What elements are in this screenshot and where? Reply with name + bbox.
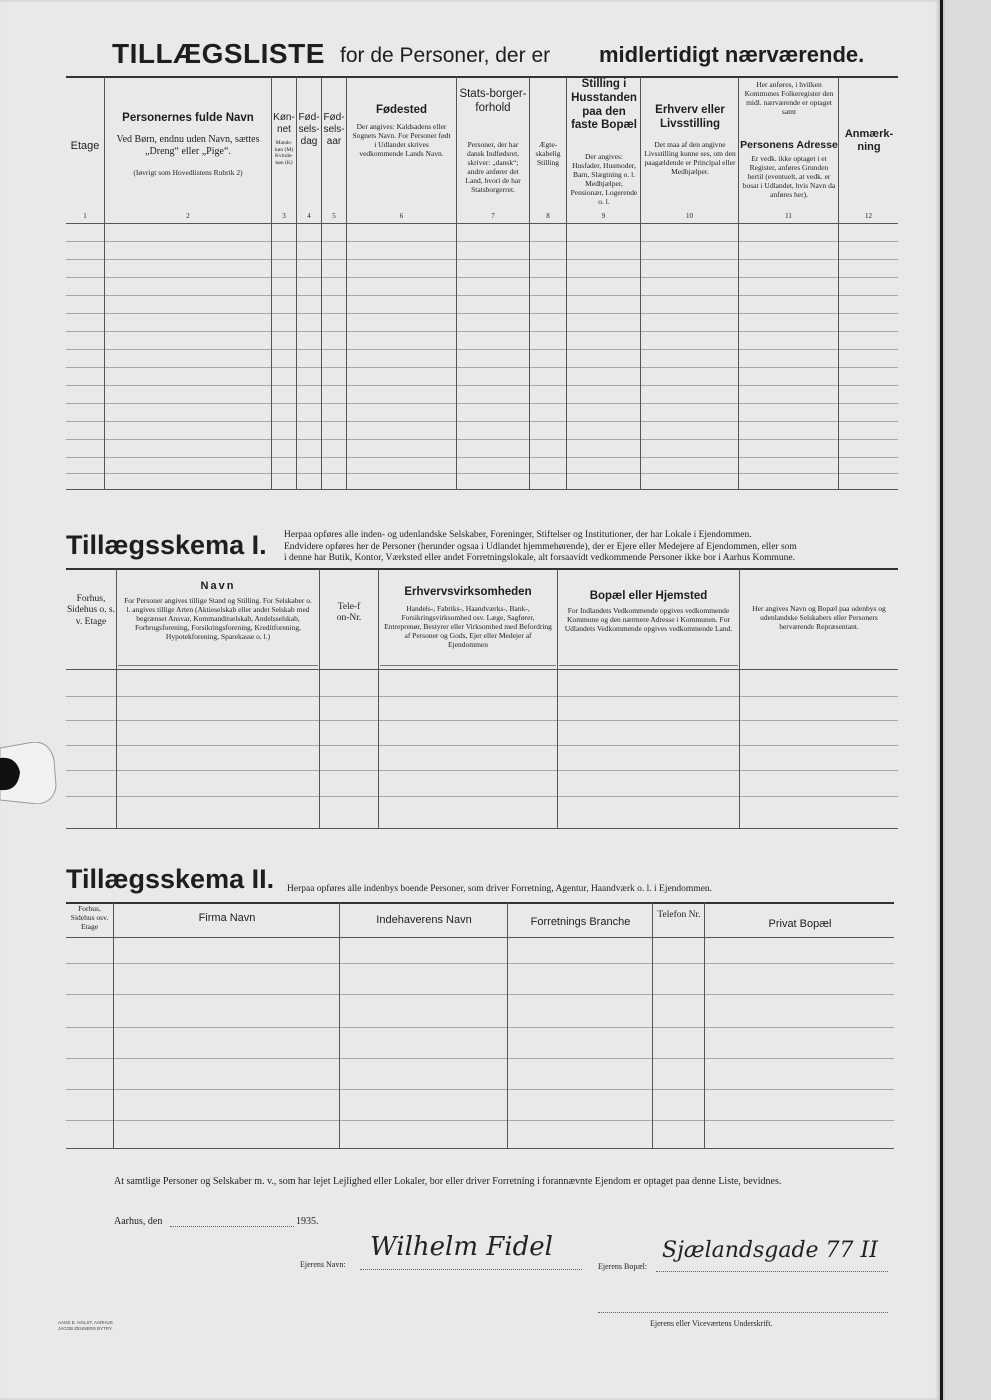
footer-place: Aarhus, den <box>114 1216 163 1227</box>
col-statsborger-text: Personer, der har dansk Indfødsret, skriver: „dansk“; andre anfører det Land, hvori de har Statsborgerret. <box>465 140 521 194</box>
col-name-note: (Iøvrigt som Hovedlistens Rubrik 2) <box>133 168 243 177</box>
owner-address-line <box>656 1271 888 1272</box>
col-number: 2 <box>186 212 190 220</box>
skema2-col-bopael: Privat Bopæl <box>768 918 832 930</box>
col-number: 12 <box>865 212 872 220</box>
skema1-col-bopael-header: Bopæl eller Hjemsted <box>589 590 708 602</box>
skema1-title: Tillægsskema I. <box>66 530 267 560</box>
col-aegteskab-header: Ægte-skabelig Stilling <box>535 140 561 167</box>
skema1-col-telefon: Tele-fon-Nr. <box>336 602 362 624</box>
col-number: 8 <box>546 212 550 220</box>
title-bold: midlertidigt nærværende. <box>599 42 865 67</box>
col-adresse-text: Her anføres, i hvilken Kommunes Folkeregister den midl. nærværende er optaget samt <box>744 80 834 116</box>
col-foedested-text: Der angives: Kaldsadens eller Sognets Navn. For Personer født i Udlandet skrives vedkommende Lands Navn. <box>352 122 451 158</box>
col-erhverv-text: Det maa af den angivne Livsstilling kunne ses, om den paagældende er Principal eller Medhjælper. <box>644 140 736 176</box>
printer-line: AAGE E. HOLST, AARHUS <box>58 1320 113 1325</box>
skema1-col-navn-text: For Personer angives tillige Stand og Stilling. For Selskaber o. l. angives tillige Arten (Aktieselskab eller andet Selskab med begrænset Ansvar, Kommanditselskab, Andelsselskab, Forbrugsforening, Forsikringsforening, Kreditforening, Hypotekforening, Sparekasse o. l.) <box>124 596 312 641</box>
skema1-col-erhverv-header: Erhvervsvirksomheden <box>404 586 532 598</box>
col-name-text: Ved Børn, endnu uden Navn, sættes „Dreng“ eller „Pige“. <box>116 134 260 157</box>
col-adresse-header: Personens Adresse <box>740 139 838 151</box>
adjacent-page-edge <box>943 0 991 1400</box>
col-etage-header: Etage <box>70 140 100 152</box>
skema2-col-etage: Forhus, Sidehus osv. Etage <box>70 904 109 931</box>
col-number: 7 <box>491 212 495 220</box>
skema1-desc-line: Herpaa opføres alle inden- og udenlandske Selskaber, Foreninger, Stiftelser og Institutioner, der har Lokale i Ejendommen. <box>284 530 752 540</box>
printer-imprint <box>58 1320 113 1332</box>
title-main: TILLÆGSLISTE <box>112 38 325 69</box>
col-number: 1 <box>83 212 87 220</box>
owner-name-signature: Wilhelm Fidel <box>370 1232 553 1262</box>
col-number: 6 <box>399 212 404 220</box>
skema1-col-erhverv-text: Handels-, Fabriks-, Haandværks-, Bank-, Forsikringsvirksomhed osv. Læge, Sagfører, Entreprenør, Bestyrer eller Virksomhed med Befordring af Personer og Gods, Ejer eller Medejer af Ejendommen <box>384 604 552 649</box>
col-number: 9 <box>601 212 606 220</box>
skema2-col-firma: Firma Navn <box>198 912 256 924</box>
col-number: 4 <box>307 212 311 220</box>
col-anmaerkning-header: Anmærk-ning <box>844 128 894 154</box>
skema1-desc-line: Endvidere opføres her de Personer (herunder ogsaa i Udlandet hjemmehørende), der er Ejere eller Medejere af Ejendommen, eller som <box>284 541 797 552</box>
footer-statement: At samtlige Personer og Selskaber m. v., som har lejet Lejlighed eller Lokaler, bor eller driver Forretning i forannævnte Ejendom er optaget paa denne Liste, bevidnes. <box>114 1176 782 1187</box>
col-number: 3 <box>282 212 286 220</box>
title-middle: for de Personer, der er <box>340 44 551 67</box>
signature-caption: Ejerens eller Viceværtens Underskrift. <box>650 1319 773 1328</box>
owner-name-line <box>360 1269 582 1270</box>
skema2-title: Tillægsskema II. <box>66 864 275 894</box>
col-koen-text: Mands-køn (M) Kvinde-køn (K) <box>274 140 294 166</box>
col-statsborger-header: Stats-borger-forhold <box>459 88 527 114</box>
skema1-col-bopael-text: For Indlandets Vedkommende opgives vedkommende Kommune og den nærmere Adresse i Kommunen. For Udlandets Vedkommende opgives vedkommende Land. <box>564 606 733 633</box>
footer-year: 1935. <box>296 1216 319 1227</box>
col-name-header: Personernes fulde Navn <box>122 112 254 124</box>
col-adresse-text2: Er vedk. ikke optaget i et Register, anføres Grunden hertil (eventuelt, at vedk. er bosat i Udlandet, hvis Navn da anføres her). <box>742 154 836 199</box>
skema1-desc-line: i denne har Butik, Kontor, Værksted eller andet Forretningslokale, alt forsaavidt vedkommende Personer ikke bor i Aarhus Kommune. <box>284 553 796 563</box>
owner-address-handwritten: Sjælandsgade 77 II <box>662 1238 878 1263</box>
skema1-col-repr-text: Her angives Navn og Bopæl paa udenbys og udenlandske Selskabers eller Personers herværende Repræsentant. <box>752 604 886 631</box>
owner-address-label: Ejerens Bopæl: <box>598 1262 648 1271</box>
skema2-description: Herpaa opføres alle indenbys boende Personer, som driver Forretning, Agentur, Haandværk o. l. i Ejendommen. <box>287 884 713 894</box>
skema2-col-branche: Forretnings Branche <box>530 916 631 928</box>
col-number: 11 <box>785 212 792 220</box>
signature-line <box>598 1312 888 1313</box>
skema1-col-navn-header: Navn <box>200 580 236 592</box>
col-stilling-text: Der angives: Husfader, Husmoder, Barn, Slægtning o. l. Medhjælper, Pensionær, Logerende o. l. <box>570 152 638 206</box>
col-number: 10 <box>686 212 693 220</box>
skema2-col-telefon: Telefon Nr. <box>657 910 701 920</box>
col-foedselsaar-header: Fød-sels-aar <box>323 112 345 147</box>
col-erhverv-header: Erhverv eller Livsstilling <box>655 104 725 130</box>
col-foedested-header: Fødested <box>375 104 428 116</box>
col-stilling-header: Stilling i Husstanden paa den faste Bopæl <box>571 78 637 132</box>
skema2-col-indehaver: Indehaverens Navn <box>376 914 472 926</box>
col-foedselsdag-header: Fød-sels-dag <box>298 112 320 147</box>
date-line <box>170 1226 294 1227</box>
col-koen-header: Køn-net <box>273 112 295 135</box>
skema1-description <box>284 530 896 565</box>
skema1-col-etage: Forhus, Sidehus o. s. v. Etage <box>66 594 116 627</box>
binder-clip-icon <box>0 742 60 804</box>
col-number: 5 <box>332 212 336 220</box>
printer-line: JACOB ZEUNERS BYTRY. <box>58 1326 113 1331</box>
owner-name-label: Ejerens Navn: <box>300 1260 346 1269</box>
